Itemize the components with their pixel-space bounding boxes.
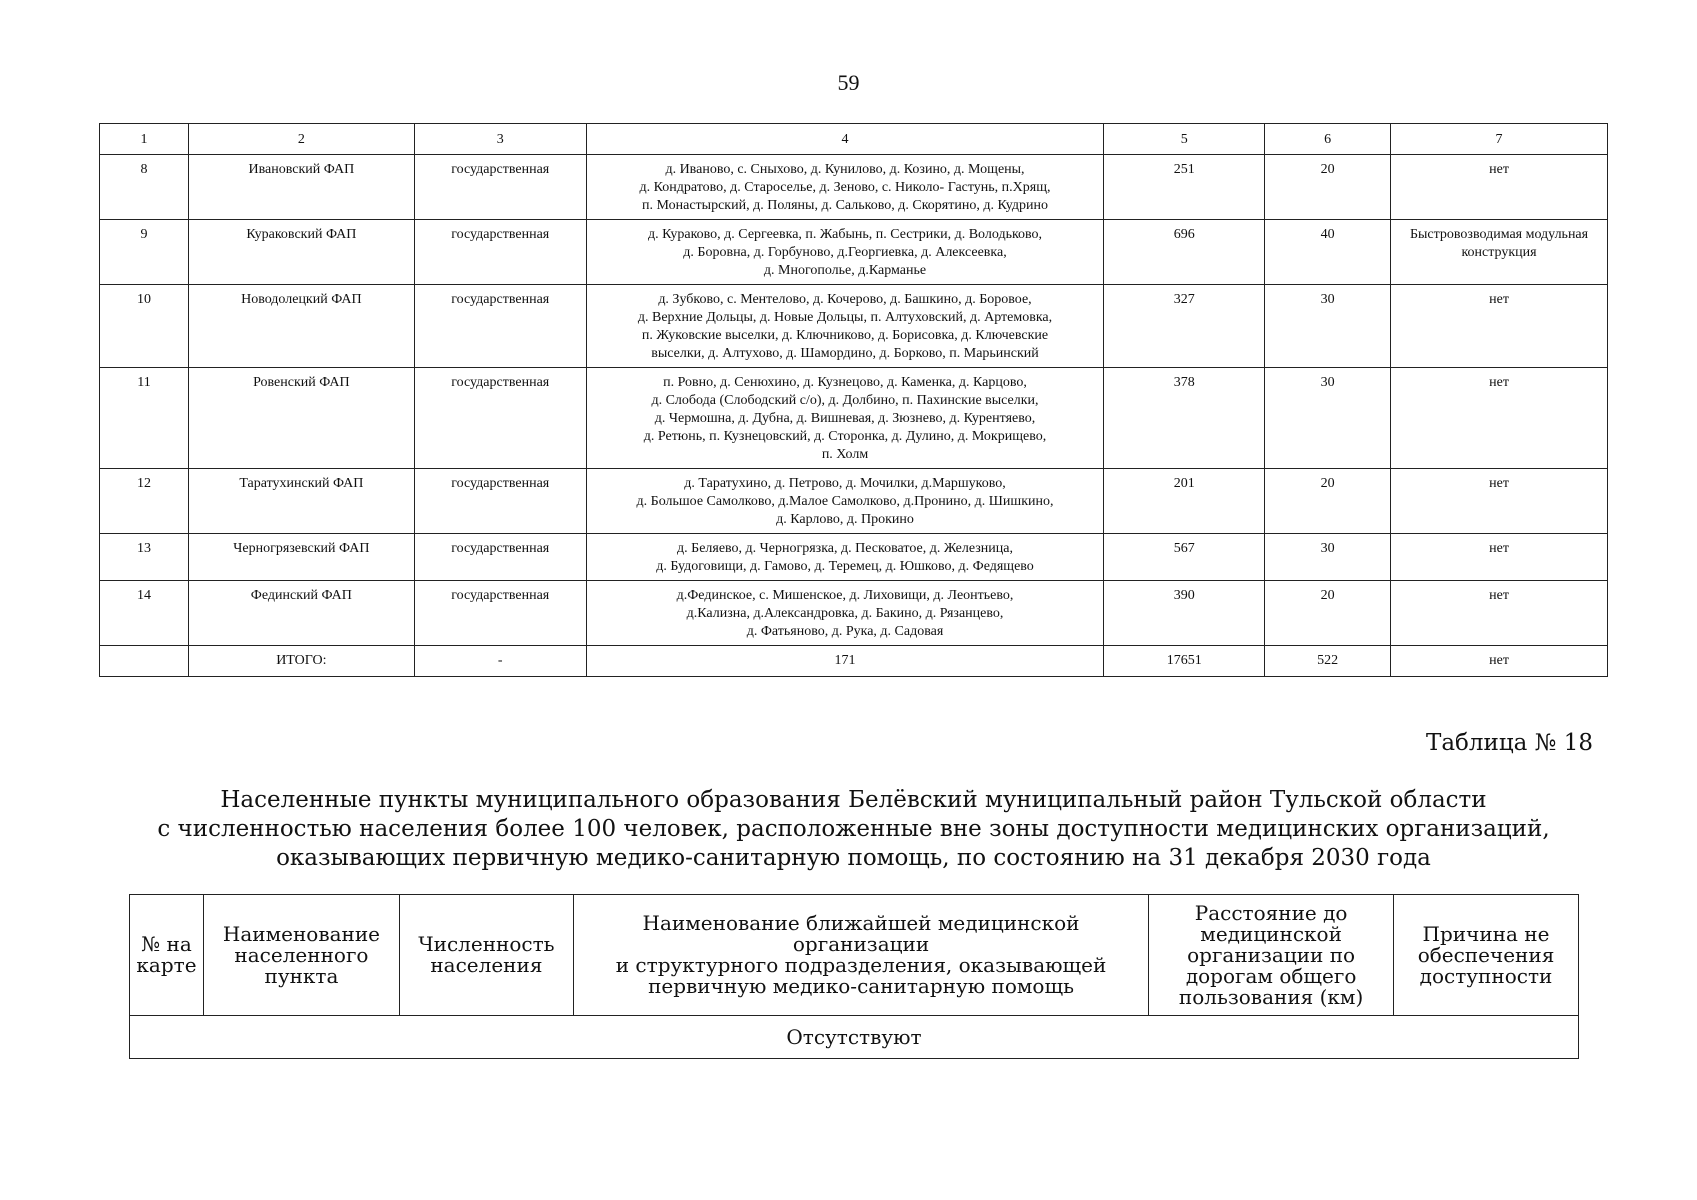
column-number: 3 — [414, 124, 586, 155]
distance: 20 — [1265, 155, 1391, 220]
total-distance: 522 — [1265, 646, 1391, 677]
title-line: оказывающих первичную медико-санитарную помощь, по состоянию на 31 декабря 2030 года — [276, 845, 1431, 871]
row-number: 14 — [100, 581, 189, 646]
distance: 40 — [1265, 220, 1391, 285]
title-line: Населенные пункты муниципального образования Белёвский муниципальный район Тульской области — [220, 787, 1487, 813]
settlement-line: д. Боровна, д. Горбуново, д.Георгиевка, д. Алексеевка, — [683, 245, 1007, 260]
column-number: 4 — [586, 124, 1104, 155]
header-line: Наименование — [222, 921, 381, 946]
note: нет — [1391, 534, 1608, 581]
note: нет — [1391, 469, 1608, 534]
row-number: 12 — [100, 469, 189, 534]
note: нет — [1391, 155, 1608, 220]
table-row — [100, 220, 1608, 285]
column-number: 2 — [188, 124, 414, 155]
ownership: государственная — [414, 285, 586, 368]
table-row — [100, 368, 1608, 469]
table-row — [100, 534, 1608, 581]
settlement-line: д.Кализна, д.Александровка, д. Бакино, д. Рязанцево, — [686, 606, 1004, 621]
empty-row — [130, 1016, 1579, 1059]
ownership: государственная — [414, 155, 586, 220]
total-settlements: 171 — [586, 646, 1104, 677]
facilities-table — [99, 123, 1608, 677]
header-line: медицинской — [1200, 921, 1342, 946]
header-line: Расстояние до — [1194, 900, 1348, 925]
note: нет — [1391, 581, 1608, 646]
population: 390 — [1104, 581, 1265, 646]
total-row — [100, 646, 1608, 677]
settlements — [586, 220, 1104, 285]
population: 567 — [1104, 534, 1265, 581]
table-row — [100, 469, 1608, 534]
table-title — [99, 786, 1608, 873]
settlement-line: п. Холм — [821, 447, 869, 462]
distance: 30 — [1265, 285, 1391, 368]
distance-header — [1149, 895, 1394, 1016]
settlement-line: д. Карлово, д. Прокино — [776, 512, 914, 527]
distance: 30 — [1265, 368, 1391, 469]
note: Быстровозводимая модульная конструкция — [1391, 220, 1608, 285]
ownership: государственная — [414, 534, 586, 581]
settlement-line: д. Слобода (Слободский с/о), д. Долбино, п. Пахинские выселки, — [651, 393, 1039, 408]
ownership: государственная — [414, 469, 586, 534]
note: нет — [1391, 368, 1608, 469]
settlement-line: п. Жуковские выселки, д. Ключниково, д. Борисовка, д. Ключевские — [641, 328, 1049, 343]
row-number: 11 — [100, 368, 189, 469]
map-number-header — [130, 895, 204, 1016]
column-number: 1 — [100, 124, 189, 155]
row-number: 13 — [100, 534, 189, 581]
population: 696 — [1104, 220, 1265, 285]
settlement-line: д. Кураково, д. Сергеевка, п. Жабынь, п. Сестрики, д. Володьково, — [647, 227, 1043, 242]
settlement-line: д. Ретюнь, п. Кузнецовский, д. Сторонка, д. Дулино, д. Мокрищево, — [643, 429, 1047, 444]
title-line: с численностью населения более 100 человек, расположенные вне зоны доступности медицинских организаций, — [157, 816, 1550, 842]
facility-name: Ивановский ФАП — [188, 155, 414, 220]
reason-header — [1394, 895, 1579, 1016]
settlement-line: п. Монастырский, д. Поляны, д. Сальково, д. Скорятино, д. Кудрино — [642, 198, 1048, 213]
settlement-line: д. Многополье, д.Карманье — [763, 263, 927, 278]
header-line: Наименование ближайшей медицинской организации — [642, 911, 1080, 956]
nearest-organization-header — [573, 895, 1148, 1016]
note: нет — [1391, 285, 1608, 368]
facility-name: Новодолецкий ФАП — [188, 285, 414, 368]
header-line: Численность — [418, 932, 555, 956]
settlements — [586, 581, 1104, 646]
facility-name: Ровенский ФАП — [188, 368, 414, 469]
total-population: 17651 — [1104, 646, 1265, 677]
settlement-line: д. Чермошна, д. Дубна, д. Вишневая, д. Зюзнево, д. Курентяево, — [654, 411, 1036, 426]
settlement-line: д. Верхние Дольцы, д. Новые Дольцы, п. Алтуховский, д. Артемовка, — [637, 310, 1053, 325]
settlement-name-header — [203, 895, 399, 1016]
settlements — [586, 368, 1104, 469]
header-line: № на — [141, 932, 192, 956]
settlement-line: д.Фединское, с. Мишенское, д. Лиховищи, д. Леонтьево, — [676, 588, 1014, 603]
header-line: карте — [136, 953, 197, 977]
facility-name: Кураковский ФАП — [188, 220, 414, 285]
table-row — [100, 285, 1608, 368]
population: 378 — [1104, 368, 1265, 469]
table-row — [100, 581, 1608, 646]
settlement-line: д. Зубково, с. Ментелово, д. Кочерово, д. Башкино, д. Боровое, — [658, 292, 1032, 307]
ownership: государственная — [414, 368, 586, 469]
settlement-line: д. Кондратово, д. Староселье, д. Зеново, с. Николо- Гастунь, п.Хрящ, — [639, 180, 1051, 195]
header-line: Причина не — [1422, 921, 1550, 946]
settlements — [586, 285, 1104, 368]
population: 251 — [1104, 155, 1265, 220]
empty-message: Отсутствуют — [130, 1016, 1579, 1059]
distance: 20 — [1265, 469, 1391, 534]
facility-name: Фединский ФАП — [188, 581, 414, 646]
settlements — [586, 155, 1104, 220]
settlements-table — [129, 894, 1579, 1059]
header-line: обеспечения — [1417, 942, 1555, 967]
column-number: 5 — [1104, 124, 1265, 155]
header-line: доступности — [1419, 963, 1553, 988]
population: 327 — [1104, 285, 1265, 368]
settlement-line: д. Таратухино, д. Петрово, д. Мочилки, д.Маршуково, — [684, 476, 1006, 491]
column-number: 6 — [1265, 124, 1391, 155]
settlement-line: д. Большое Самолково, д.Малое Самолково, д.Пронино, д. Шишкино, — [636, 494, 1054, 509]
total-note: нет — [1391, 646, 1608, 677]
settlements — [586, 469, 1104, 534]
population-header — [399, 895, 573, 1016]
ownership: государственная — [414, 220, 586, 285]
ownership: государственная — [414, 581, 586, 646]
table-row — [100, 155, 1608, 220]
header-line: пункта — [264, 963, 339, 988]
header-line: и структурного подразделения, оказывающей — [615, 953, 1107, 977]
total-ownership: - — [414, 646, 586, 677]
total-label: ИТОГО: — [188, 646, 414, 677]
header-line: организации по — [1187, 942, 1356, 967]
page-number: 59 — [837, 70, 860, 95]
header-row — [130, 895, 1579, 1016]
facility-name: Таратухинский ФАП — [188, 469, 414, 534]
settlement-line: д. Иваново, с. Сныхово, д. Кунилово, д. Козино, д. Мощены, — [665, 162, 1025, 177]
header-line: пользования (км) — [1178, 984, 1364, 1009]
row-number: 8 — [100, 155, 189, 220]
facility-name: Черногрязевский ФАП — [188, 534, 414, 581]
row-number: 10 — [100, 285, 189, 368]
settlement-line: д. Беляево, д. Черногрязка, д. Песковатое, д. Железница, — [677, 541, 1013, 556]
distance: 20 — [1265, 581, 1391, 646]
distance: 30 — [1265, 534, 1391, 581]
table-label: Таблица № 18 — [1426, 730, 1593, 756]
settlement-line: выселки, д. Алтухово, д. Шамордино, д. Борково, п. Марьинский — [651, 346, 1039, 361]
settlement-line: д. Будоговищи, д. Гамово, д. Теремец, д. Юшково, д. Федящево — [656, 559, 1034, 574]
settlement-line: д. Фатьяново, д. Рука, д. Садовая — [746, 624, 944, 639]
header-line: дорогам общего — [1185, 963, 1357, 988]
population: 201 — [1104, 469, 1265, 534]
column-number-row — [100, 124, 1608, 155]
header-line: первичную медико-санитарную помощь — [648, 974, 1074, 998]
settlements — [586, 534, 1104, 581]
header-line: населения — [430, 953, 543, 977]
settlement-line: п. Ровно, д. Сенюхино, д. Кузнецово, д. Каменка, д. Карцово, — [663, 375, 1027, 390]
header-line: населенного — [234, 942, 369, 967]
total-number — [100, 646, 189, 677]
row-number: 9 — [100, 220, 189, 285]
column-number: 7 — [1391, 124, 1608, 155]
